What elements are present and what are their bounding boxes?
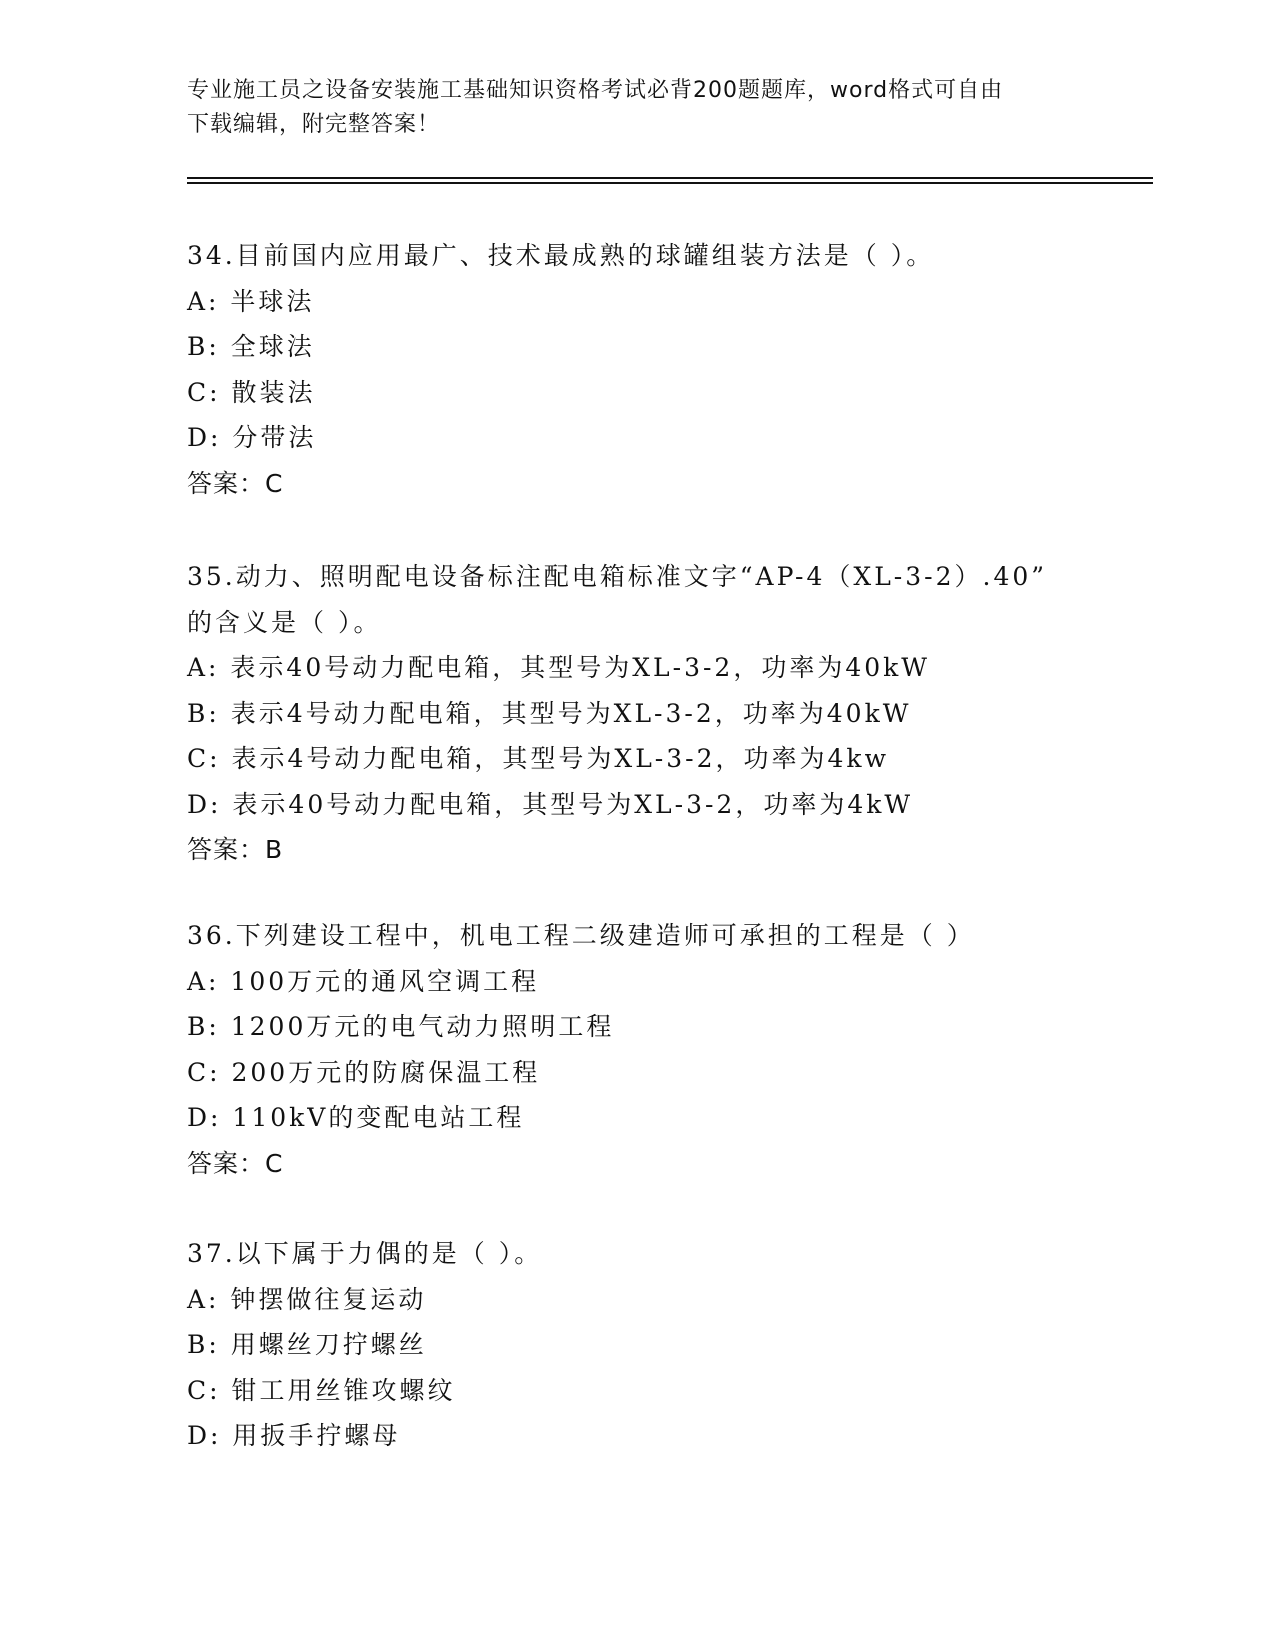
option-d: D: 110kV的变配电站工程 xyxy=(187,1103,525,1132)
header-line-2: 下载编辑，附完整答案！ xyxy=(187,112,441,137)
question-stem: 36.下列建设工程中，机电工程二级建造师可承担的工程是（ ） xyxy=(187,921,975,950)
option-c: C: 钳工用丝锥攻螺纹 xyxy=(187,1375,456,1405)
option-c: C: 散装法 xyxy=(187,377,316,407)
option-d: D: 分带法 xyxy=(187,423,317,452)
option-c: C: 200万元的防腐保温工程 xyxy=(187,1057,541,1087)
option-b: B: 表示4号动力配电箱，其型号为XL-3-2，功率为40kW xyxy=(187,698,912,728)
question-34 xyxy=(187,233,1087,506)
question-stem: 37.以下属于力偶的是（ ）。 xyxy=(187,1239,543,1268)
answer: 答案：C xyxy=(187,1148,284,1178)
option-c: C: 表示4号动力配电箱，其型号为XL-3-2，功率为4kw xyxy=(187,744,889,773)
question-stem: 35.动力、照明配电设备标注配电箱标准文字“AP-4（XL-3-2）.40” xyxy=(187,562,1048,591)
option-d: D: 用扳手拧螺母 xyxy=(187,1421,401,1450)
header-divider-top xyxy=(187,177,1153,179)
question-36 xyxy=(187,913,1087,1186)
option-d: D: 表示40号动力配电箱，其型号为XL-3-2，功率为4kW xyxy=(187,789,914,819)
header-line-1: 专业施工员之设备安装施工基础知识资格考试必背200题题库，word格式可自由 xyxy=(187,78,1004,103)
option-b: B: 1200万元的电气动力照明工程 xyxy=(187,1012,615,1041)
header-divider-bottom xyxy=(187,182,1153,184)
option-b: B: 全球法 xyxy=(187,332,315,361)
option-b: B: 用螺丝刀拧螺丝 xyxy=(187,1330,427,1359)
question-stem: 34.目前国内应用最广、技术最成熟的球罐组装方法是（ ）。 xyxy=(187,241,935,270)
option-a: A: 表示40号动力配电箱，其型号为XL-3-2，功率为40kW xyxy=(187,653,930,682)
document-header xyxy=(187,74,1067,142)
answer: 答案：C xyxy=(187,468,284,498)
answer: 答案：B xyxy=(187,835,284,864)
question-stem-continued: 的含义是（ ）。 xyxy=(187,607,382,637)
question-35 xyxy=(187,554,1087,873)
option-a: A: 钟摆做往复运动 xyxy=(187,1284,427,1314)
question-37 xyxy=(187,1231,1087,1459)
option-a: A: 100万元的通风空调工程 xyxy=(187,966,540,996)
option-a: A: 半球法 xyxy=(187,286,315,316)
